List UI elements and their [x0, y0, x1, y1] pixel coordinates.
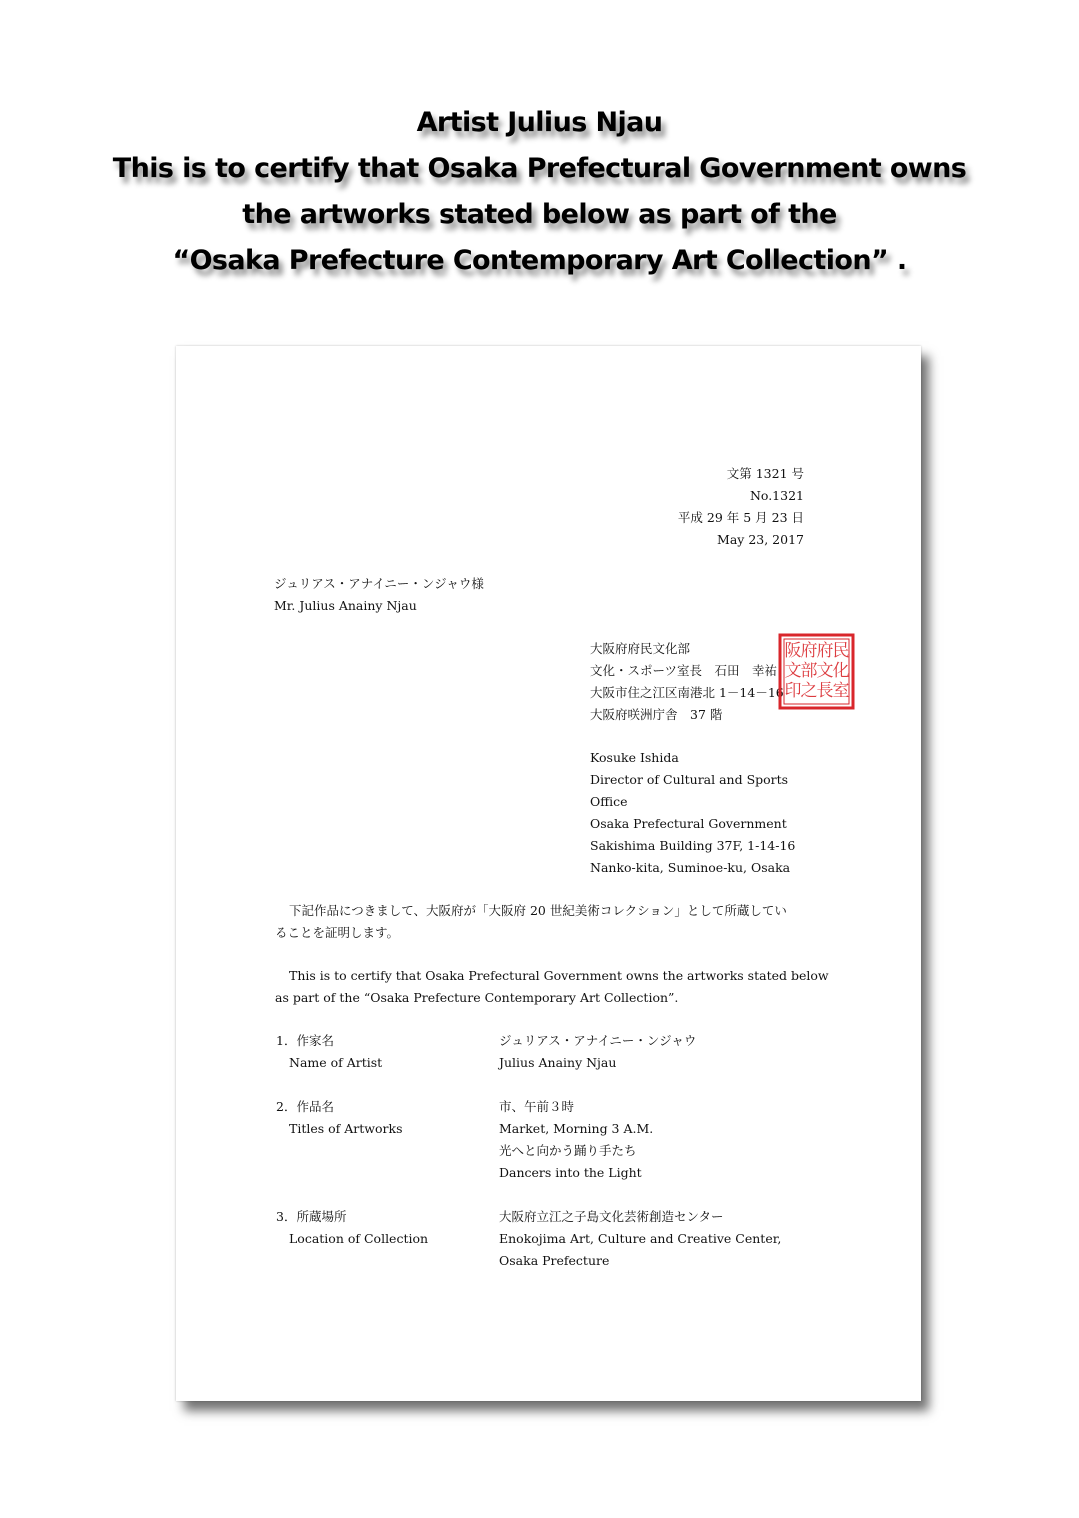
item-label-jp: 3．所蔵場所: [276, 1209, 347, 1224]
addressee-en: Mr. Julius Anainy Njau: [274, 598, 417, 613]
sender-en-line: Director of Cultural and Sports: [590, 772, 789, 787]
item-value: 光へと向かう踊り手たち: [499, 1143, 637, 1158]
svg-text:民: 民: [832, 641, 850, 661]
addressee-jp: ジュリアス・アナイニー・ンジャウ様: [274, 576, 484, 591]
svg-text:阪: 阪: [784, 641, 802, 661]
svg-text:印: 印: [784, 681, 802, 701]
official-seal-stamp: [777, 632, 856, 711]
body-en-line: as part of the “Osaka Prefecture Contemporary Art Collection”.: [275, 990, 679, 1005]
sender-jp-line: 大阪府府民文化部: [590, 641, 691, 656]
item-value: Dancers into the Light: [499, 1165, 642, 1180]
item-value: 大阪府立江之子島文化芸術創造センター: [499, 1209, 724, 1224]
item-value: Osaka Prefecture: [499, 1253, 610, 1268]
certificate-heading: [0, 100, 1079, 284]
svg-text:化: 化: [832, 661, 850, 681]
sender-en-line: Sakishima Building 37F, 1-14-16: [590, 838, 796, 853]
item-label-en: Name of Artist: [289, 1055, 383, 1070]
heading-artist: Artist Julius Njau: [416, 107, 663, 138]
svg-text:部: 部: [800, 661, 818, 681]
sender-jp-line: 大阪府咲洲庁舎 37 階: [590, 707, 723, 722]
item-label-jp: 2．作品名: [276, 1099, 334, 1114]
heading-collection: “Osaka Prefecture Contemporary Art Collection” .: [172, 245, 907, 276]
svg-text:文: 文: [784, 661, 802, 681]
sender-jp-line: 文化・スポーツ室長 石田 幸祐: [590, 663, 778, 678]
item-value: Enokojima Art, Culture and Creative Center,: [499, 1231, 782, 1246]
heading-artworks: the artworks stated below as part of the: [242, 199, 837, 230]
sender-jp-line: 大阪市住之江区南港北 1－14－16: [590, 685, 784, 700]
date-en: May 23, 2017: [717, 532, 804, 547]
item-label-en: Location of Collection: [289, 1231, 429, 1246]
heading-certify: This is to certify that Osaka Prefectural Government owns: [112, 153, 967, 184]
sender-en-line: Nanko-kita, Suminoe-ku, Osaka: [590, 860, 791, 875]
date-jp: 平成 29 年 5 月 23 日: [677, 510, 804, 525]
svg-text:府: 府: [800, 641, 818, 661]
svg-text:室: 室: [832, 681, 850, 701]
svg-text:文: 文: [816, 661, 834, 681]
reference-number-en: No.1321: [749, 488, 804, 503]
sender-en-line: Office: [590, 794, 628, 809]
sender-en-line: Osaka Prefectural Government: [590, 816, 787, 831]
item-label-en: Titles of Artworks: [289, 1121, 403, 1136]
item-value: Julius Anainy Njau: [499, 1055, 617, 1070]
item-value: 市、午前３時: [499, 1099, 575, 1114]
svg-text:府: 府: [816, 641, 834, 661]
item-value: ジュリアス・アナイニー・ンジャウ: [499, 1033, 697, 1048]
reference-number-jp: 文第 1321 号: [726, 466, 804, 481]
body-en-line: This is to certify that Osaka Prefectural Government owns the artworks stated below: [289, 968, 829, 983]
item-label-jp: 1．作家名: [276, 1033, 334, 1048]
item-value: Market, Morning 3 A.M.: [499, 1121, 654, 1136]
svg-text:長: 長: [816, 681, 834, 701]
sender-en-line: Kosuke Ishida: [590, 750, 679, 765]
svg-text:之: 之: [800, 681, 818, 701]
body-jp-line: 下記作品につきまして、大阪府が「大阪府 20 世紀美術コレクション」として所蔵してい: [289, 903, 787, 918]
body-jp-line: ることを証明します。: [275, 925, 400, 940]
